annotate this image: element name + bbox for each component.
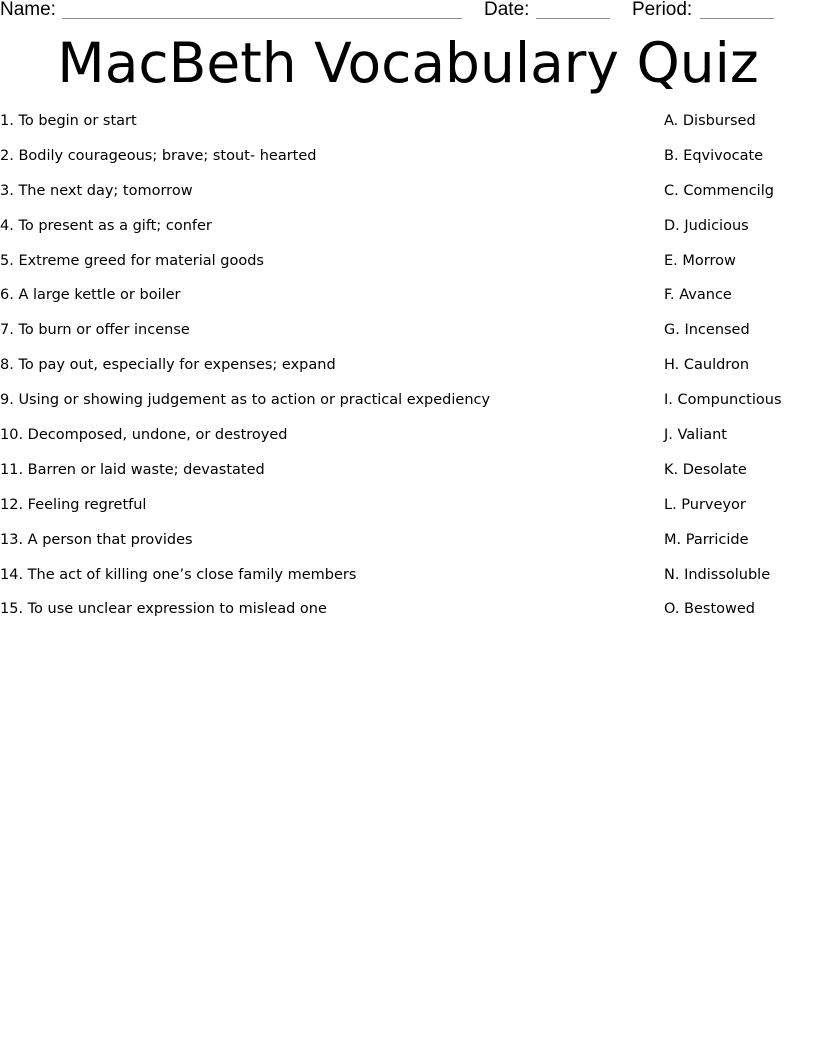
answer-item: H. Cauldron (664, 357, 750, 374)
clue-item: 13. A person that provides (0, 531, 193, 548)
clue-item: 14. The act of killing one’s close family members (0, 566, 357, 583)
clue-item: 12. Feeling regretful (0, 496, 147, 513)
answer-item: I. Compunctious (664, 392, 782, 409)
clue-item: 4. To present as a gift; confer (0, 217, 212, 234)
answer-item: K. Desolate (664, 461, 747, 478)
clue-item: 1. To begin or start (0, 113, 137, 129)
clue-list (0, 111, 620, 634)
clue-item: 7. To burn or offer incense (0, 322, 190, 339)
answer-item: D. Judicious (664, 217, 749, 234)
clue-item: 10. Decomposed, undone, or destroyed (0, 427, 288, 444)
answer-item: O. Bestowed (664, 601, 756, 618)
period-blank-line (700, 18, 774, 19)
answer-item: M. Parricide (664, 531, 749, 548)
name-blank-line (62, 18, 462, 19)
student-info-header (0, 0, 816, 22)
answer-item: N. Indissoluble (664, 566, 771, 583)
date-label: Date: (484, 0, 530, 20)
clue-item: 9. Using or showing judgement as to action or practical expediency (0, 392, 491, 409)
answer-item: B. Eqvivocate (664, 147, 764, 164)
answer-item: C. Commencilg (664, 182, 774, 199)
answer-item: J. Valiant (664, 427, 727, 444)
clue-item: 11. Barren or laid waste; devastated (0, 461, 265, 478)
answer-item: F. Avance (664, 287, 732, 304)
clue-item: 5. Extreme greed for material goods (0, 252, 264, 269)
name-label: Name: (0, 0, 56, 20)
answer-item: A. Disbursed (664, 113, 756, 129)
clue-item: 15. To use unclear expression to mislead one (0, 601, 327, 618)
period-label: Period: (632, 0, 693, 20)
answer-item: L. Purveyor (664, 496, 746, 513)
page-title: MacBeth Vocabulary Quiz (57, 31, 759, 95)
clue-item: 6. A large kettle or boiler (0, 287, 181, 304)
clue-item: 2. Bodily courageous; brave; stout- hearted (0, 147, 317, 164)
answer-item: G. Incensed (664, 322, 750, 339)
answer-item: E. Morrow (664, 252, 736, 269)
clue-item: 3. The next day; tomorrow (0, 182, 193, 199)
answer-list (664, 111, 814, 634)
date-blank-line (536, 18, 610, 19)
clue-item: 8. To pay out, especially for expenses; expand (0, 357, 336, 374)
